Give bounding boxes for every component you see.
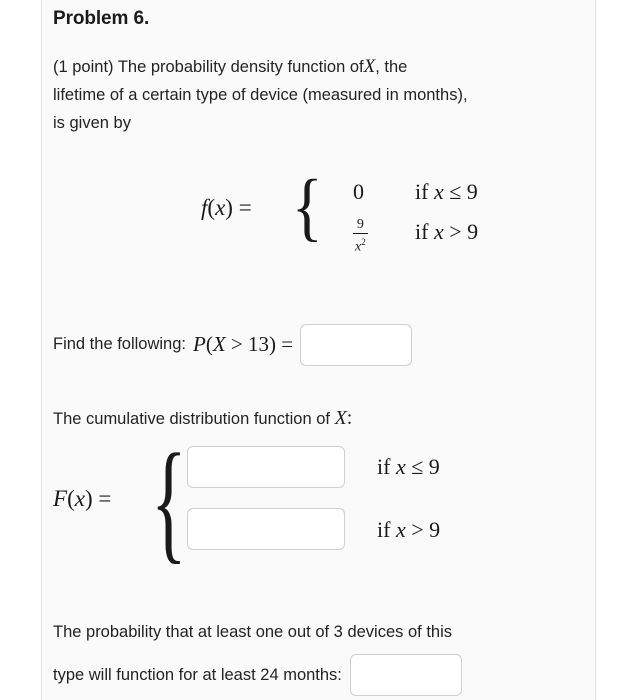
cdf-equals: =: [98, 485, 112, 511]
cdf-case-1-if: if: [377, 453, 391, 479]
pdf-case-2-value: [353, 215, 415, 253]
problem-inner: [53, 0, 587, 696]
pdf-paren-close: ): [225, 194, 233, 220]
pdf-case-1-op: ≤: [449, 178, 462, 204]
cdf-heading-variable: X: [334, 406, 347, 429]
cdf-paren-open: (: [67, 485, 75, 511]
pdf-fraction-den-var: x: [355, 239, 362, 255]
pdf-case-1-num: 9: [466, 178, 478, 204]
final-question-line2: type will function for at least 24 months:: [53, 665, 342, 684]
right-gutter: [597, 0, 637, 700]
pdf-fraction: [353, 217, 368, 255]
cdf-case-2-op: >: [411, 516, 424, 542]
problem-statement-line2: lifetime of a certain type of device (measured in months),: [53, 85, 468, 104]
problem-statement-line1-tail: , the: [375, 57, 408, 76]
pdf-fraction-den-exp: 2: [361, 236, 366, 247]
find-probability-row: [53, 323, 587, 367]
final-question-line1: The probability that at least one out of 3 devices of this: [53, 622, 452, 641]
cdf-case-2-num: 9: [429, 516, 441, 542]
pdf-case-2-var: x: [433, 218, 444, 244]
cdf-case-2-var: x: [395, 516, 406, 542]
cdf-case-1-op: ≤: [411, 453, 424, 479]
problem-statement-line3: is given by: [53, 113, 131, 132]
cdf-heading-colon: :: [346, 406, 353, 429]
pdf-case-2-op: >: [449, 218, 462, 244]
cdf-brace-icon: {: [151, 426, 187, 576]
find-label: Find the following:: [53, 335, 186, 354]
cdf-case-1-condition: [377, 454, 440, 480]
pdf-brace-icon: {: [291, 164, 323, 249]
pdf-function-label: [201, 195, 252, 221]
pdf-x-symbol: x: [215, 194, 226, 220]
final-question-line2-row: [53, 654, 587, 696]
cdf-paren-close: ): [84, 485, 93, 511]
pdf-case-1-var: x: [433, 178, 444, 204]
cdf-case-1-input[interactable]: [187, 446, 345, 488]
pdf-case-1: [353, 179, 478, 205]
left-gutter: [0, 0, 41, 700]
pdf-definition: [53, 163, 587, 271]
pdf-case-2-condition: [415, 219, 478, 245]
pdf-equals: =: [238, 194, 252, 220]
problem-content-panel: [41, 0, 596, 700]
problem-statement-line1: (1 point) The probability density function of: [53, 57, 364, 76]
final-question: [53, 612, 587, 696]
pdf-case-1-if: if: [415, 178, 429, 204]
pdf-case-1-condition: [415, 179, 478, 205]
pdf-f-symbol: f: [201, 194, 208, 220]
cdf-definition: [53, 426, 587, 576]
cdf-case-2-if: if: [377, 516, 391, 542]
cdf-case-1-num: 9: [428, 453, 440, 479]
problem-statement: [53, 53, 583, 137]
pdf-case-2: [353, 215, 478, 253]
page-title: Problem 6.: [53, 8, 150, 29]
cdf-x-symbol: x: [74, 485, 85, 511]
pdf-fraction-numerator: 9: [353, 217, 368, 234]
cdf-case-2-condition: [377, 517, 440, 543]
cdf-case-1-var: x: [395, 453, 406, 479]
pdf-case-1-value: 0: [353, 178, 364, 204]
pdf-case-2-num: 9: [467, 218, 479, 244]
pdf-case-2-if: if: [415, 218, 429, 244]
random-variable-symbol: X: [363, 55, 376, 77]
cdf-heading: [53, 407, 587, 430]
cdf-case-2-input[interactable]: [187, 508, 345, 550]
cdf-F-symbol: F: [53, 485, 68, 511]
find-expression: P(X > 13) =: [193, 332, 294, 357]
probability-x-greater-13-input[interactable]: [300, 324, 412, 366]
pdf-fraction-denominator: [353, 234, 368, 255]
pdf-paren-open: (: [207, 194, 216, 220]
at-least-one-of-3-devices-input[interactable]: [350, 654, 462, 696]
cdf-heading-text: The cumulative distribution function of: [53, 409, 330, 428]
cdf-function-label: [53, 486, 111, 512]
